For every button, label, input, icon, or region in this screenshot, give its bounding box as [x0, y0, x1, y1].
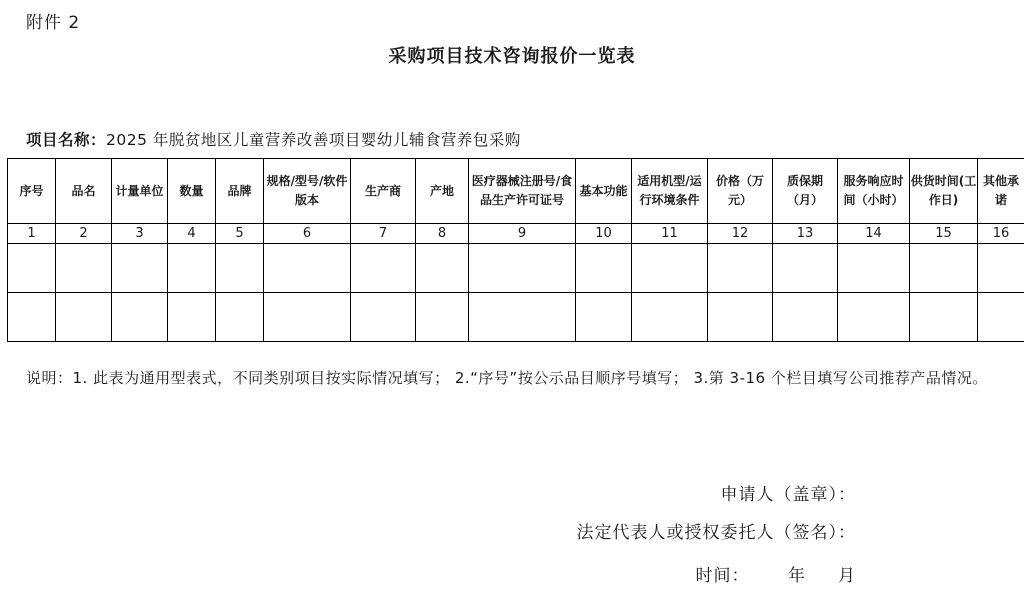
table-header-row: [8, 159, 1024, 224]
table-cell: [264, 293, 351, 342]
project-name-value: 2025 年脱贫地区儿童营养改善项目婴幼儿辅食营养包采购: [106, 131, 521, 149]
table-cell: [168, 293, 216, 342]
column-number: 7: [351, 224, 416, 244]
column-number: 8: [416, 224, 469, 244]
table-cell: [708, 293, 773, 342]
col-header-warranty: 质保期（月）: [773, 159, 838, 224]
col-header-function: 基本功能: [576, 159, 632, 224]
column-number: 6: [264, 224, 351, 244]
column-number-row: [8, 224, 1024, 244]
table-cell: [632, 244, 708, 293]
table-cell: [216, 293, 264, 342]
table-cell: [576, 244, 632, 293]
attachment-label: 附件 2: [26, 13, 81, 33]
table-cell: [708, 244, 773, 293]
table-cell: [56, 244, 112, 293]
col-header-other: 其他承诺: [978, 159, 1024, 224]
column-number: 3: [112, 224, 168, 244]
table-cell: [773, 244, 838, 293]
column-number: 14: [838, 224, 910, 244]
col-header-origin: 产地: [416, 159, 469, 224]
table-row: [8, 244, 1024, 293]
table-cell: [351, 244, 416, 293]
column-number: 13: [773, 224, 838, 244]
table-cell: [416, 293, 469, 342]
col-header-seq: 序号: [8, 159, 56, 224]
col-header-manufacturer: 生产商: [351, 159, 416, 224]
quotation-table: [7, 158, 1024, 342]
table-cell: [576, 293, 632, 342]
col-header-response-time: 服务响应时间（小时）: [838, 159, 910, 224]
table-cell: [8, 293, 56, 342]
table-cell: [978, 244, 1024, 293]
col-header-environment: 适用机型/运行环境条件: [632, 159, 708, 224]
project-name-label: 项目名称：: [26, 131, 107, 149]
table-cell: [351, 293, 416, 342]
table-cell: [469, 293, 576, 342]
table-cell: [910, 293, 978, 342]
col-header-product-name: 品名: [56, 159, 112, 224]
table-cell: [8, 244, 56, 293]
table-cell: [264, 244, 351, 293]
col-header-price: 价格（万元）: [708, 159, 773, 224]
column-number: 1: [8, 224, 56, 244]
col-header-brand: 品牌: [216, 159, 264, 224]
notes-paragraph: 说明：1. 此表为通用型表式，不同类别项目按实际情况填写； 2.“序号”按公示品目顺序号填写； 3.第 3-16 个栏目填写公司推荐产品情况。: [26, 369, 988, 387]
table-row: [8, 293, 1024, 342]
table-cell: [910, 244, 978, 293]
document-title: 采购项目技术咨询报价一览表: [388, 46, 636, 67]
table-cell: [632, 293, 708, 342]
table-cell: [838, 244, 910, 293]
table-cell: [112, 293, 168, 342]
column-number: 11: [632, 224, 708, 244]
table-cell: [978, 293, 1024, 342]
col-header-spec: 规格/型号/软件版本: [264, 159, 351, 224]
table-cell: [416, 244, 469, 293]
column-number: 15: [910, 224, 978, 244]
column-number: 12: [708, 224, 773, 244]
table-cell: [838, 293, 910, 342]
col-header-delivery-time: 供货时间(工作日): [910, 159, 978, 224]
column-number: 16: [978, 224, 1024, 244]
table-cell: [469, 244, 576, 293]
applicant-seal-line: 申请人（盖章）：: [720, 485, 856, 505]
table-cell: [168, 244, 216, 293]
table-cell: [56, 293, 112, 342]
legal-representative-signature-line: 法定代表人或授权委托人（签名）：: [576, 523, 856, 543]
column-number: 9: [469, 224, 576, 244]
table-cell: [216, 244, 264, 293]
col-header-license: 医疗器械注册号/食品生产许可证号: [469, 159, 576, 224]
column-number: 2: [56, 224, 112, 244]
column-number: 5: [216, 224, 264, 244]
col-header-unit: 计量单位: [112, 159, 168, 224]
table-cell: [112, 244, 168, 293]
column-number: 4: [168, 224, 216, 244]
project-name-line: [26, 128, 521, 150]
date-line: 时间： 年 月: [695, 566, 856, 586]
col-header-quantity: 数量: [168, 159, 216, 224]
table-cell: [773, 293, 838, 342]
column-number: 10: [576, 224, 632, 244]
